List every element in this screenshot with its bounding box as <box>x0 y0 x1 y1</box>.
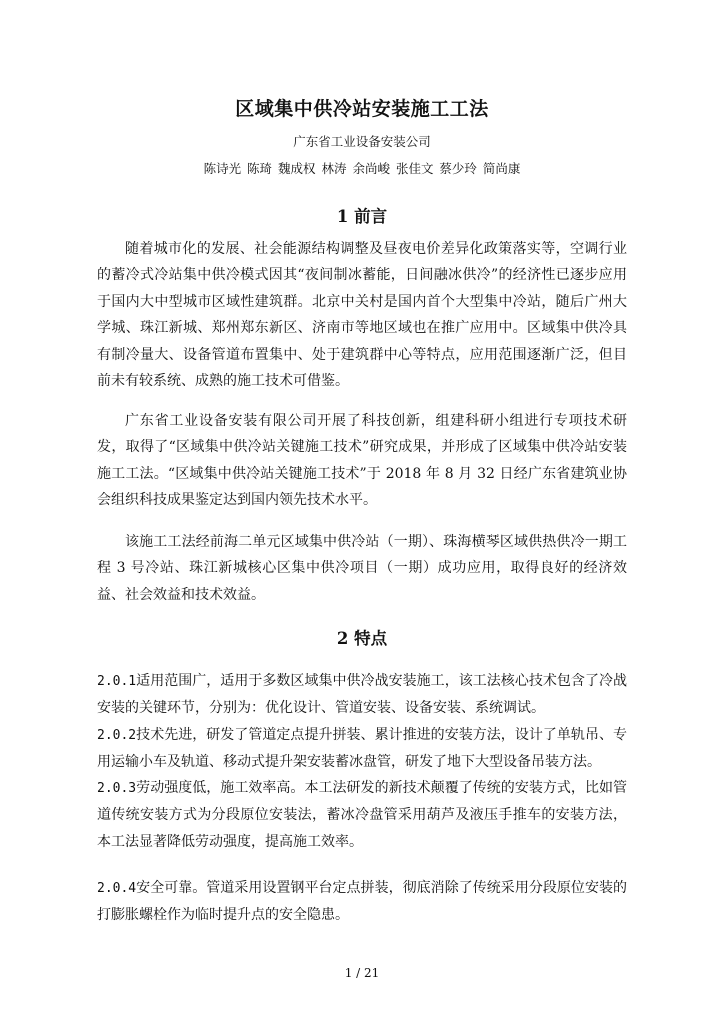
feature-item <box>97 775 627 855</box>
feature-item-number: 2.0.3 <box>97 781 137 796</box>
section-1-paragraph: 该施工工法经前海二单元区域集中供冷站（一期）、珠海横琴区域供热供冷一期工程 3 号冷站、珠江新城核心区集中供冷项目（一期）成功应用，取得良好的经济效益、社会效益和技术效益。 <box>97 534 627 603</box>
authors: 陈诗光 陈琦 魏成权 林涛 余尚峻 张佳文 蔡少玲 简尚康 <box>203 161 521 176</box>
feature-item-text: 劳动强度低，施工效率高。本工法研发的新技术颠覆了传统的安装方式，比如管道传统安装方式为分段原位安装法，蓄冰冷盘管采用葫芦及液压手推车的安装方法，本工法显著降低劳动强度，提高施工效率。 <box>97 780 627 850</box>
section-2-heading: 2 特点 <box>336 629 388 648</box>
section-1-heading: 1 前言 <box>336 207 388 226</box>
section-1-paragraph: 随着城市化的发展、社会能源结构调整及昼夜电价差异化政策落实等，空调行业的蓄冷式冷站集中供冷模式因其“夜间制冰蓄能，日间融冰供冷”的经济性已逐步应用于国内大中型城市区域性建筑群。北京中关村是国内首个大型集中冷站，随后广州大学城、珠江新城、郑州郑东新区、济南市等地区域也在推广应用中。区域集中供冷具有制冷量大、设备管道布置集中、处于建筑群中心等特点，应用范围逐渐广泛，但目前未有较系统、成熟的施工技术可借鉴。 <box>97 241 627 390</box>
page-number: 1 / 21 <box>344 966 380 980</box>
document-title: 区域集中供冷站安装施工工法 <box>235 98 489 120</box>
feature-item <box>97 875 627 929</box>
feature-item-number: 2.0.2 <box>97 728 137 743</box>
feature-item <box>97 722 627 776</box>
organization: 广东省工业设备安装公司 <box>293 134 431 149</box>
feature-item-text: 技术先进，研发了管道定点提升拼装、累计推进的安装方法，设计了单轨吊、专用运输小车及轨道、移动式提升架安装蓄冰盘管，研发了地下大型设备吊装方法。 <box>97 727 627 771</box>
feature-item-text: 适用范围广，适用于多数区域集中供冷战安装施工，该工法核心技术包含了冷战安装的关键环节，分别为：优化设计、管道安装、设备安装、系统调试。 <box>97 673 627 717</box>
feature-item-number: 2.0.4 <box>97 881 137 896</box>
feature-item-number: 2.0.1 <box>97 674 137 689</box>
feature-item-text: 安全可靠。管道采用设置钢平台定点拼装，彻底消除了传统采用分段原位安装的打膨胀螺栓作为临时提升点的安全隐患。 <box>97 880 627 924</box>
section-1-paragraph: 广东省工业设备安装有限公司开展了科技创新，组建科研小组进行专项技术研发，取得了“区域集中供冷站关键施工技术”研究成果，并形成了区域集中供冷站安装施工工法。“区域集中供冷站关键施工技术”于 2018 年 8 月 32 日经广东省建筑业协会组织科技成果鉴定达到国内领先技术水平。 <box>97 413 627 509</box>
feature-item <box>97 668 627 722</box>
